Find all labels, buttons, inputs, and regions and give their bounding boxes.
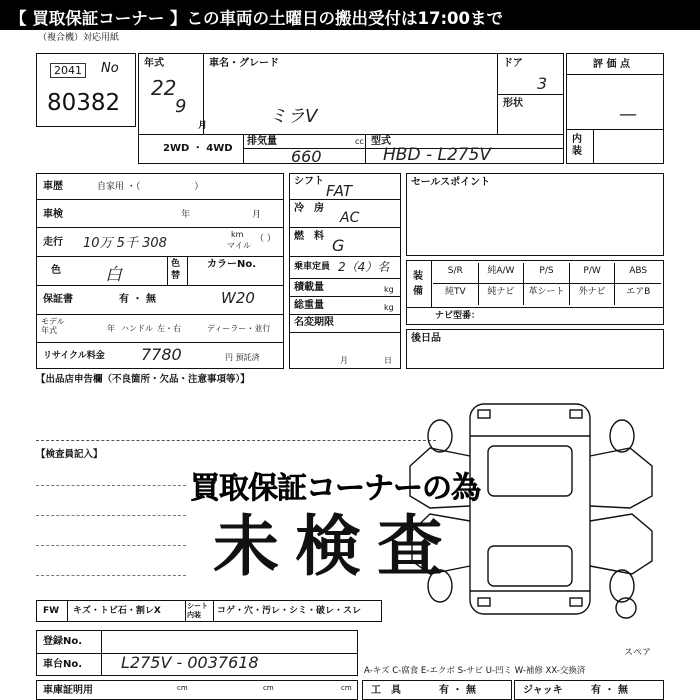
- sales-point-box: [406, 173, 664, 256]
- model-value: HBD - L275V: [383, 145, 492, 165]
- cooling-value: AC: [340, 210, 360, 226]
- equipment-item: 外ナビ: [570, 284, 616, 305]
- jack-value: 有 ・ 無: [591, 685, 628, 696]
- spare-label: スペア: [624, 648, 652, 658]
- color-no-value: W20: [221, 289, 255, 307]
- model-label: 型式: [371, 136, 391, 147]
- color-change-label: 色替: [171, 259, 181, 281]
- inspection-month: 月: [252, 210, 262, 220]
- seat-label: シート内装: [187, 602, 208, 619]
- car-name-value: ミラV: [269, 106, 318, 127]
- after-items-label: 後日品: [411, 333, 441, 344]
- load-unit: kg: [384, 285, 394, 294]
- equipment-item: 純TV: [433, 284, 479, 305]
- tools-label: 工 具: [371, 685, 401, 696]
- jack-box: [514, 680, 664, 700]
- cert-label: 車庫証明用: [43, 685, 93, 696]
- grade-label: 評 価 点: [593, 59, 630, 70]
- mileage-unit-mile: マイル: [227, 241, 251, 250]
- history-value: 自家用 ・（ ）: [97, 182, 204, 192]
- displacement-value: 660: [291, 147, 322, 166]
- equipment-item: エアB: [626, 287, 651, 297]
- tools-box: [362, 680, 512, 700]
- car-name-label: 車名・グレード: [209, 58, 279, 69]
- stamp-line1: 買取保証コーナーの為: [190, 471, 480, 506]
- header-banner: [0, 0, 700, 30]
- tools-value: 有 ・ 無: [439, 685, 476, 696]
- damage-legend: A-キズ C-腐食 E-エクボ S-サビ U-凹ミ W-補修 XX-交換済: [364, 666, 586, 676]
- year-value: 22: [151, 76, 177, 100]
- form-type-label: （複合機）対応用紙: [38, 33, 120, 43]
- equipment-item: 革シート: [524, 284, 570, 305]
- weight-label: 総重量: [294, 300, 324, 311]
- weight-unit: kg: [384, 303, 394, 312]
- inspector-label: 【検査員記入】: [36, 449, 103, 460]
- equipment-label: 装備: [413, 271, 423, 297]
- stamp-line2: 未検査: [213, 508, 459, 585]
- mileage-paren: （ ）: [255, 234, 276, 244]
- model-year-year: 年: [107, 324, 115, 333]
- detail-box: [36, 173, 284, 369]
- capacity-value: 2（4）名: [338, 260, 390, 274]
- recycle-value: 7780: [141, 345, 182, 364]
- cert-cm-3: cm: [341, 684, 352, 692]
- equipment-item: P/W: [570, 263, 616, 284]
- navi-label: ナビ型番：: [435, 311, 481, 321]
- name-change-month: 月: [340, 356, 348, 365]
- name-change-day: 日: [384, 356, 392, 365]
- defects-box: [36, 600, 382, 622]
- month-label: 月: [198, 121, 208, 131]
- history-label: 車歴: [43, 181, 63, 192]
- month-value: 9: [175, 96, 187, 117]
- fw-label: FW: [43, 606, 60, 616]
- load-label: 積載量: [294, 282, 324, 293]
- year-label: 年式: [144, 58, 164, 69]
- shift-value: FAT: [326, 182, 353, 200]
- sales-point-label: セールスポイント: [411, 177, 491, 188]
- fuel-label: 燃 料: [294, 231, 324, 242]
- chassis-value: L275V - 0037618: [121, 653, 259, 672]
- handle-value: 左・右: [157, 324, 181, 333]
- shift-label: シフト: [294, 176, 324, 187]
- lot-tag: 2041: [50, 63, 86, 78]
- footer-box: [36, 680, 358, 700]
- color-no-label: カラーNo.: [207, 259, 257, 270]
- after-items-box: [406, 329, 664, 369]
- model-year-label: モデル年式: [41, 317, 65, 335]
- recycle-label: リサイクル料金: [43, 351, 105, 361]
- seat-text: コゲ・穴・汚レ・シミ・破レ・スレ: [217, 606, 362, 616]
- mileage-label: 走行: [43, 237, 63, 248]
- doors-value: 3: [537, 74, 548, 93]
- equipment-item: 純A/W: [479, 263, 525, 284]
- inspection-label: 車検: [43, 209, 63, 220]
- registration-label: 登録No.: [43, 636, 83, 647]
- mileage-unit-km: km: [231, 230, 244, 239]
- cooling-label: 冷 房: [294, 203, 324, 214]
- name-change-label: 名変期限: [294, 317, 334, 328]
- cert-cm-2: cm: [263, 684, 274, 692]
- equipment-item: ABS: [615, 263, 661, 284]
- interior-label: 内装: [572, 134, 582, 157]
- displacement-label: 排気量: [247, 136, 277, 147]
- inspection-year: 年: [181, 210, 191, 220]
- doors-label: ドア: [503, 58, 523, 69]
- warranty-value: 有 ・ 無: [119, 294, 156, 305]
- dealer-report-label: 【出品店申告欄（不良箇所・欠品・注意事項等）】: [36, 374, 250, 385]
- cert-cm-1: cm: [177, 684, 188, 692]
- recycle-unit: 円 預託済: [225, 353, 260, 362]
- equipment-item: P/S: [524, 263, 570, 284]
- warranty-label: 保証書: [43, 294, 73, 305]
- chassis-label: 車台No.: [43, 659, 83, 670]
- equipment-item: S/R: [433, 263, 479, 284]
- lot-no-label: No: [101, 61, 119, 76]
- grade-box: [566, 53, 664, 164]
- dealer-value: ディーラー・並行: [207, 324, 271, 333]
- equipment-box: [406, 260, 664, 325]
- banner-text: 【 買取保証コーナー 】この車両の土曜日の搬出受付は17:00まで: [10, 9, 504, 28]
- registration-box: [36, 630, 358, 676]
- fw-text: キズ・トビ石・割レX: [73, 606, 161, 616]
- equipment-item: 純ナビ: [479, 284, 525, 305]
- color-label: 色: [51, 265, 61, 276]
- color-value: 白: [105, 265, 122, 285]
- handle-label: ハンドル: [121, 324, 153, 333]
- equipment-grid: [433, 263, 661, 305]
- grade-value: —: [619, 104, 637, 125]
- drive-label: 2WD ・ 4WD: [163, 143, 233, 154]
- vehicle-info-box: [138, 53, 564, 164]
- shape-label: 形状: [503, 98, 523, 109]
- mileage-value: 10万 5千 308: [83, 236, 167, 251]
- spec-box: [289, 173, 401, 369]
- jack-label: ジャッキ: [523, 685, 563, 696]
- lot-box: [36, 53, 136, 127]
- capacity-label: 乗車定員: [294, 262, 331, 272]
- lot-number: 80382: [47, 90, 121, 116]
- fuel-value: G: [332, 236, 345, 255]
- displacement-unit: cc: [355, 137, 364, 146]
